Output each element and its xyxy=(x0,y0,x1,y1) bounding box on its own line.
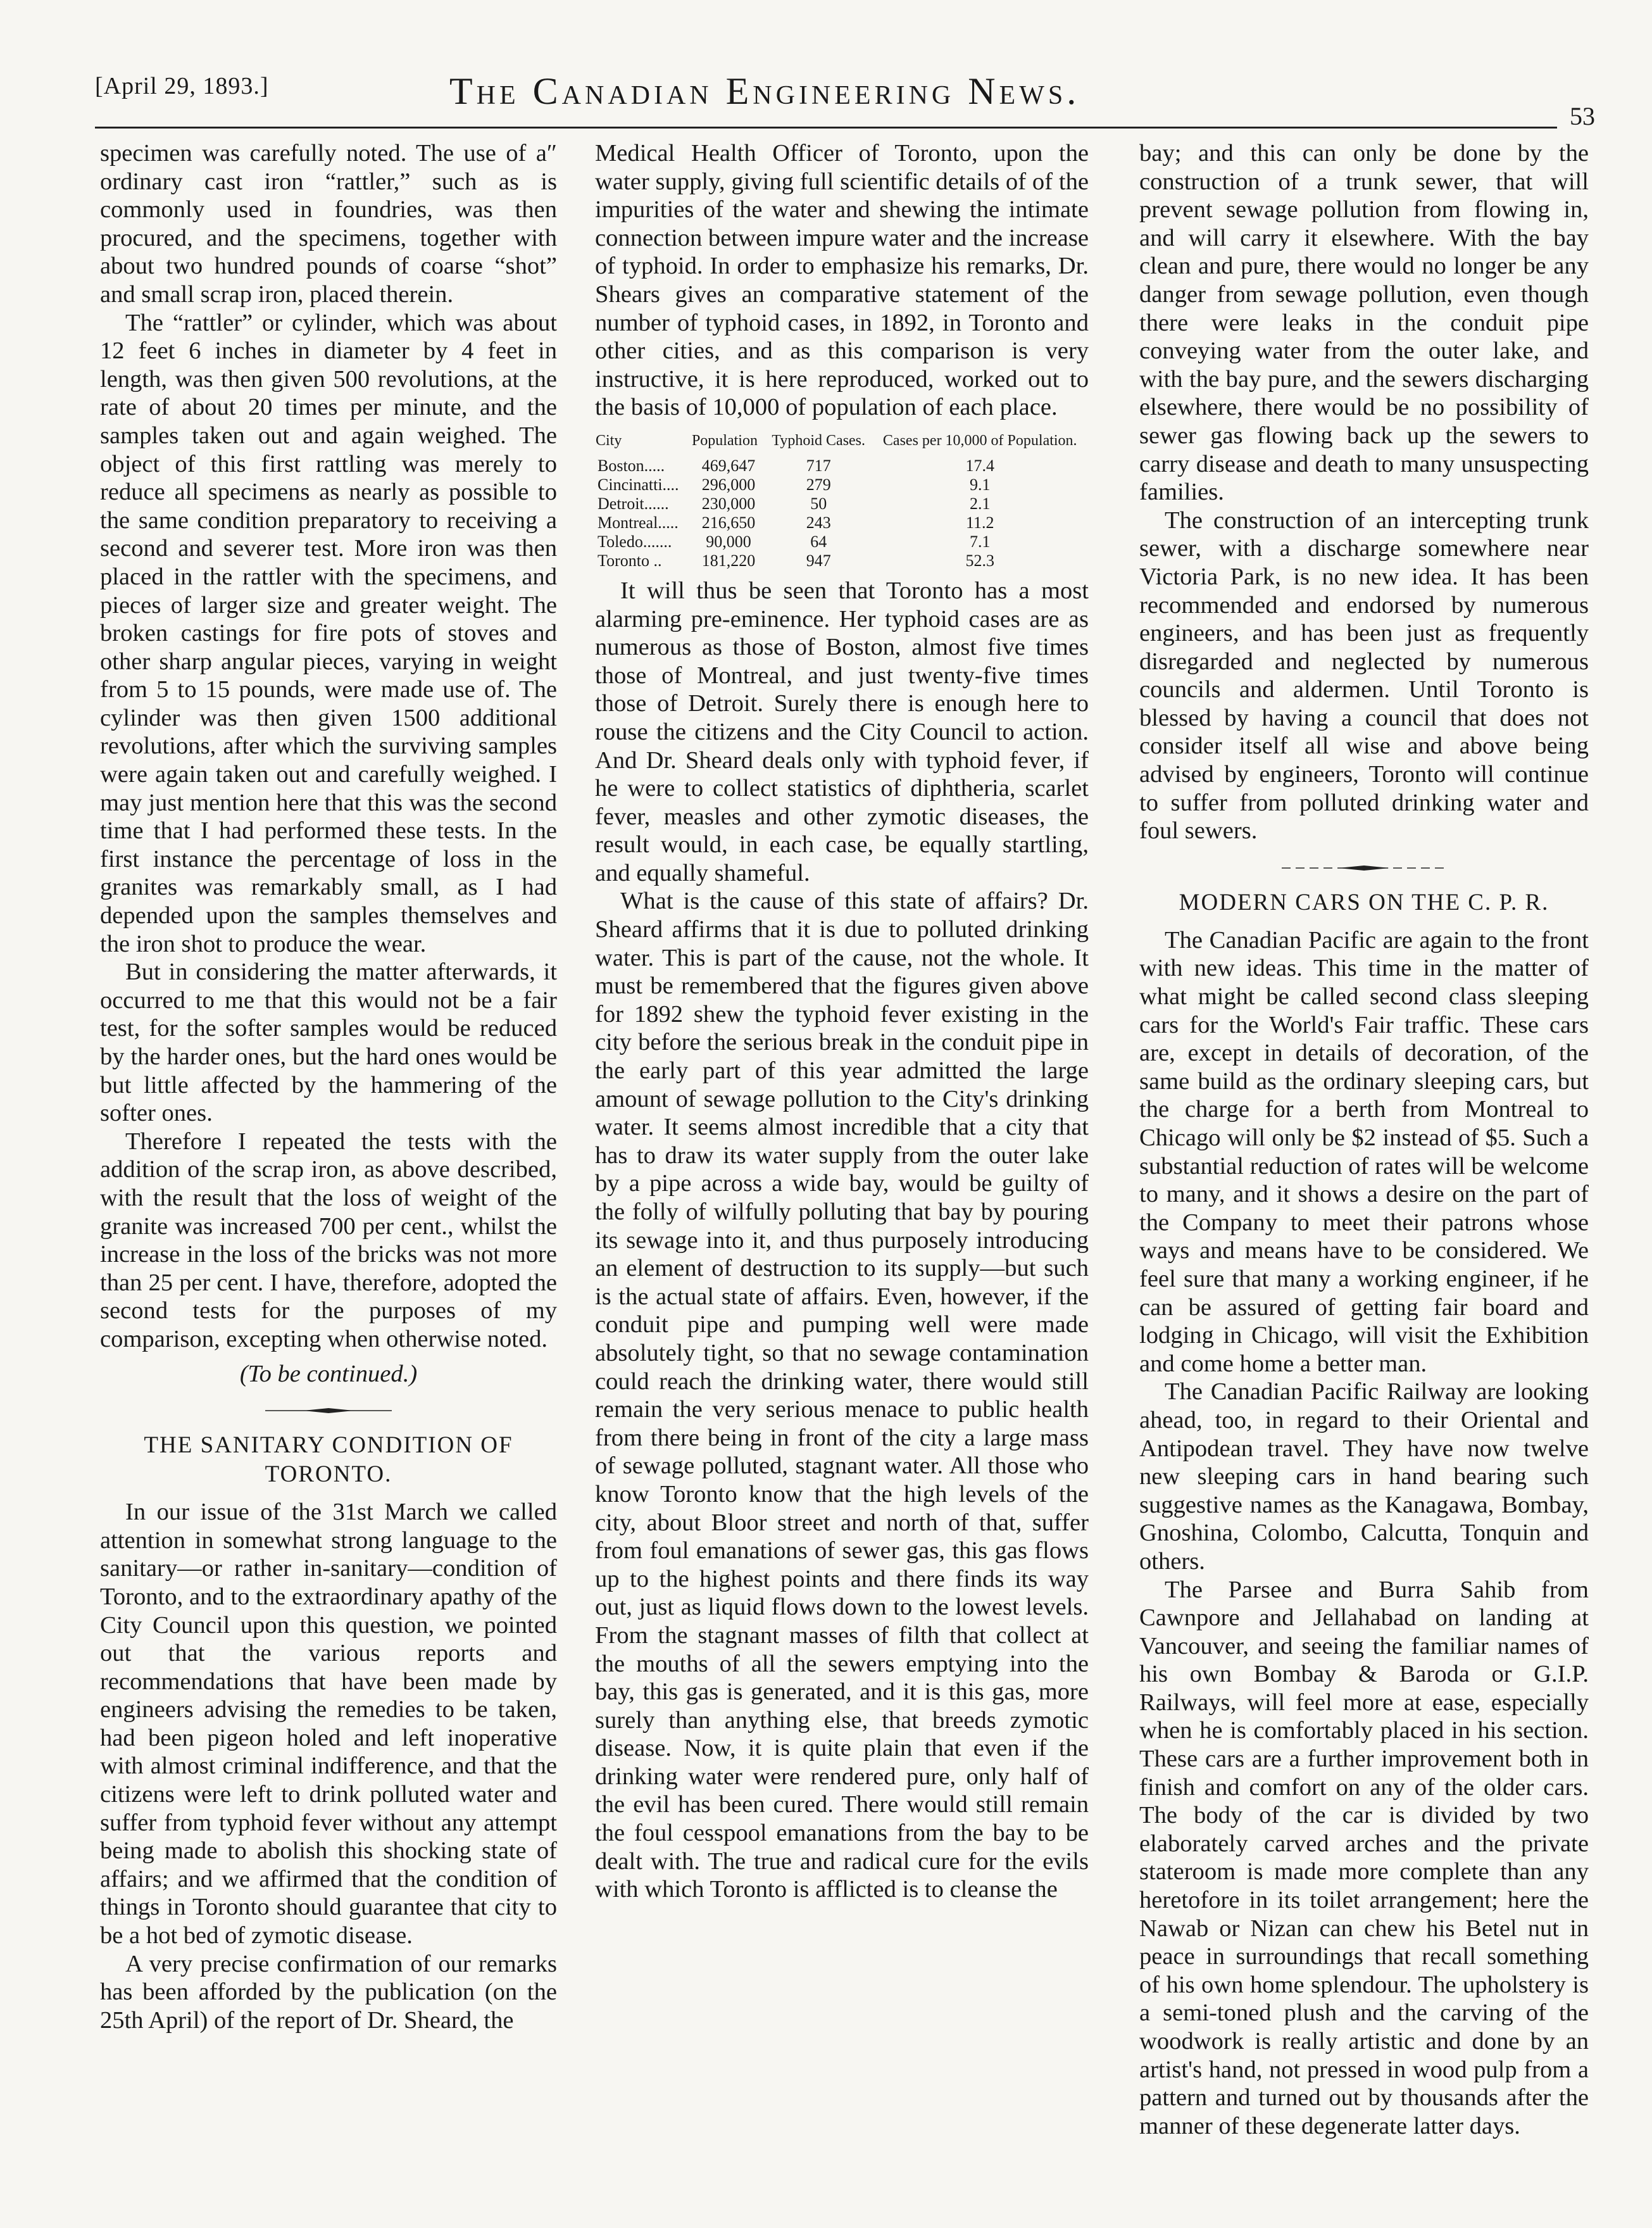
paragraph: But in considering the matter afterwards, it occurred to me that this would not be a fair test, for the softer samples would be reduced by the harder ones, but the hard ones would be but little affected by the hammering of the softer ones. xyxy=(100,959,557,1127)
ornamental-rule-icon xyxy=(1282,864,1446,872)
column-header: City xyxy=(596,432,622,449)
table-cell: 90,000 xyxy=(706,532,751,551)
table-cell: 64 xyxy=(810,532,827,551)
paragraph: What is the cause of this state of affairs? Dr. Sheard affirms that it is due to polluted drinking water. This is part of the cause, not the whole. It must be remembered that the figures given above for 1892 shew the typhoid fever existing in the city before the serious break in the conduit pipe in the early part of this year admitted the large amount of sewage pollution to the City's drinking water. It seems almost incredible that a city that has to draw its water supply from the outer lake by a pipe across a wide bay, would be guilty of the folly of wilfully polluting that bay by pouring its sewage into it, and thus purposely introducing an element of destruction to its supply—but such is the actual state of affairs. Even, however, if the conduit pipe and pumping well were made absolutely tight, so that no sewage contamination could reach the drinking water, there would still remain the very serious menace to public health from there being in front of the city a large mass of sewage polluted, stagnant water. All those who know Toronto know that the high levels of the city, about Bloor street and north of that, suffer from foul emanations of sewer gas, this gas flows up to the highest points and there finds its way out, just as liquid flows down to the lowest levels. From the stagnant masses of filth that collect at the mouths of all the sewers emptying into the bay, this gas is generated, and it is this gas, more surely than anything else, that breeds zymotic disease. Now, it is quite plain that even if the drinking water were rendered pure, only half of the evil has been cured. There would still remain the foul cesspool emanations from the bay to be dealt with. The true and radical cure for the evils with which Toronto is afflicted is to cleanse the xyxy=(595,888,1089,1903)
table-cell: Detroit...... xyxy=(598,494,669,513)
paragraph: bay; and this can only be done by the construction of a trunk sewer, that will prevent sewage pollution from flowing in, and will carry it elsewhere. With the bay clean and pure, there would no longer be any danger from sewage pollution, even though there were leaks in the conduit pipe conveying water from the outer lake, and with the bay pure, and the sewers discharging elsewhere, there would be no possibility of sewer gas flowing back up the sewers to carry disease and death to many unsuspecting families. xyxy=(1139,140,1589,506)
table-cell: 9.1 xyxy=(969,475,991,494)
paragraph: In our issue of the 31st March we called attention in somewhat strong language to the sanitary—or rather in-sanitary—condition of Toronto, and to the extraordinary apathy of the City Council upon this question, we pointed out that the various reports and recommendations that have been made by engineers advising the remedies to be taken, had been pigeon holed and left inoperative with almost criminal indifference, and that the citizens were left to drink polluted water and suffer from typhoid fever without any attempt being made to abolish this shocking state of affairs; and we affirmed that the condition of things in Toronto should guarantee that city to be a hot bed of zymotic disease. xyxy=(100,1499,557,1949)
column-1 xyxy=(100,139,557,2034)
masthead-title: The Canadian Engineering News. xyxy=(449,70,1080,112)
paragraph: Therefore I repeated the tests with the addition of the scrap iron, as above described, with the result that the loss of weight of the granite was increased 700 per cent., whilst the increase in the loss of the bricks was not more than 25 per cent. I have, therefore, adopted the second tests for the purposes of my comparison, excepting when otherwise noted. xyxy=(100,1128,557,1352)
typhoid-statistics-table xyxy=(595,432,1089,570)
column-header: Population xyxy=(691,432,758,449)
table-row xyxy=(595,513,1089,532)
table-row xyxy=(595,532,1089,551)
paragraph: The Parsee and Burra Sahib from Cawnpore and Jellahabad on landing at Vancouver, and seeing the familiar names of his own Bombay & Baroda or G.I.P. Railways, will feel more at ease, especially when he is comfortably placed in his section. These cars are a further improvement both in finish and comfort on any of the older cars. The body of the car is divided by two elaborately carved arches and the private stateroom is made more complete than any heretofore in its toilet arrangement; here the Nawab or Nizan can chew his Betel nut in peace in surroundings that recall something of his own home splendour. The upholstery is a semi-toned plush and the carving of the woodwork is really artistic and done by an artist's hand, not pressed in wood pulp from a pattern and turned out by thousands after the manner of these degenerate latter days. xyxy=(1139,1576,1589,2139)
table-cell: 52.3 xyxy=(965,551,994,570)
column-2 xyxy=(595,139,1089,1904)
paragraph: The “rattler” or cylinder, which was about 12 feet 6 inches in diameter by 4 feet in length, was then given 500 revolutions, at the rate of about 20 times per minute, and the samples taken out and again weighed. The object of this first rattling was merely to reduce all specimens as nearly as possible to the same condition preparatory to receiving a second and severer test. More iron was then placed in the rattler with the specimens, and pieces of larger size and greater weight. The broken castings for fire pots of stoves and other sharp angular pieces, varying in weight from 5 to 15 pounds, were made use of. The cylinder was then given 1500 additional revolutions, after which the surviving samples were again taken out and carefully weighed. I may just mention here that this was the second time that I had performed these tests. In the first instance the percentage of loss in the granites was remarkably small, as I had depended upon the samples themselves and the iron shot to produce the wear. xyxy=(100,309,557,957)
table-cell: Toronto .. xyxy=(598,551,662,570)
paragraph: A very precise confirmation of our remarks has been afforded by the publication (on the 25th April) of the report of Dr. Sheard, the xyxy=(100,1950,557,2034)
paragraph: The Canadian Pacific Railway are looking ahead, too, in regard to their Oriental and Antipodean travel. They have now twelve new sleeping cars in hand bearing such suggestive names as the Kanagawa, Bombay, Gnoshina, Colombo, Calcutta, Tonquin and others. xyxy=(1139,1378,1589,1575)
table-row xyxy=(595,494,1089,513)
table-cell: Montreal..... xyxy=(598,513,679,532)
section-divider xyxy=(100,1407,557,1414)
article-heading: MODERN CARS ON THE C. P. R. xyxy=(1179,889,1549,916)
table-row xyxy=(595,475,1089,494)
table-cell: 296,000 xyxy=(701,475,756,494)
table-cell: 717 xyxy=(806,456,831,475)
table-cell: Boston..... xyxy=(598,456,665,475)
table-row xyxy=(595,456,1089,475)
paragraph: The Canadian Pacific are again to the front with new ideas. This time in the matter of what might be called second class sleeping cars for the World's Fair traffic. These cars are, except in details of decoration, of the same build as the ordinary sleeping cars, but the charge for a berth from Montreal to Chicago will only be $2 instead of $5. Such a substantial reduction of rates will be welcome to many, and it shows a desire on the part of the Company to meet their patrons whose ways and means have to be considered. We feel sure that many a working engineer, if he can be assured of getting fair board and lodging in Chicago, will visit the Exhibition and come home a better man. xyxy=(1139,926,1589,1377)
page-number: 53 xyxy=(1570,102,1595,130)
table-cell: 469,647 xyxy=(701,456,756,475)
table-cell: 7.1 xyxy=(969,532,991,551)
table-cell: 947 xyxy=(806,551,831,570)
table-cell: 181,220 xyxy=(701,551,756,570)
column-header: Cases per 10,000 of Population. xyxy=(882,432,1077,449)
table-body xyxy=(595,456,1089,570)
paragraph: The construction of an intercepting trunk sewer, with a discharge somewhere near Victoria Park, is no new idea. It has been recommended and endorsed by numerous engineers, and has been just as frequently disregarded and neglected by numerous councils and aldermen. Until Toronto is blessed by having a council that does not consider itself all wise and above being advised by engineers, Toronto will continue to suffer from polluted drinking water and foul sewers. xyxy=(1139,507,1589,845)
paragraph: It will thus be seen that Toronto has a most alarming pre-eminence. Her typhoid cases are as numerous as those of Boston, almost five times those of Montreal, and just twenty-five times those of Detroit. Surely there is enough here to rouse the citizens and the City Council to action. And Dr. Sheard deals only with typhoid fever, if he were to collect statistics of diphtheria, scarlet fever, measles and other zymotic diseases, the result would, in each case, be equally startling, and equally shameful. xyxy=(595,577,1089,886)
table-header-row xyxy=(595,432,1089,456)
table-cell: 230,000 xyxy=(701,494,756,513)
table-cell: 17.4 xyxy=(965,456,994,475)
table-cell: 50 xyxy=(810,494,827,513)
paragraph: Medical Health Officer of Toronto, upon the water supply, giving full scientific details of of the impurities of the water and shewing the intimate connection between impure water and the increase of typhoid. In order to emphasize his remarks, Dr. Shears gives an comparative statement of the number of typhoid cases, in 1892, in Toronto and other cities, and as this comparison is very instructive, it is here reproduced, worked out to the basis of 10,000 of population of each place. xyxy=(595,140,1089,421)
column-header: Typhoid Cases. xyxy=(772,432,866,449)
to-be-continued: (To be continued.) xyxy=(239,1360,418,1387)
table-row xyxy=(595,551,1089,570)
table-cell: 11.2 xyxy=(965,513,994,532)
table-cell: 243 xyxy=(806,513,831,532)
issue-date: [April 29, 1893.] xyxy=(95,73,269,99)
column-3 xyxy=(1139,139,1589,2140)
ornamental-rule-icon xyxy=(265,1407,392,1414)
table-cell: 216,650 xyxy=(701,513,756,532)
article-heading: THE SANITARY CONDITION OF TORONTO. xyxy=(144,1432,513,1488)
table-cell: 2.1 xyxy=(969,494,991,513)
page-header xyxy=(95,63,1595,130)
paragraph: specimen was carefully noted. The use of a″ ordinary cast iron “rattler,” such as is commonly used in foundries, was then procured, and the specimens, together with about two hundred pounds of coarse “shot” and small scrap iron, placed therein. xyxy=(100,140,557,308)
section-divider xyxy=(1139,864,1589,872)
table-cell: Cincinatti.... xyxy=(598,475,679,494)
table-cell: Toledo....... xyxy=(598,532,672,551)
table-cell: 279 xyxy=(806,475,831,494)
